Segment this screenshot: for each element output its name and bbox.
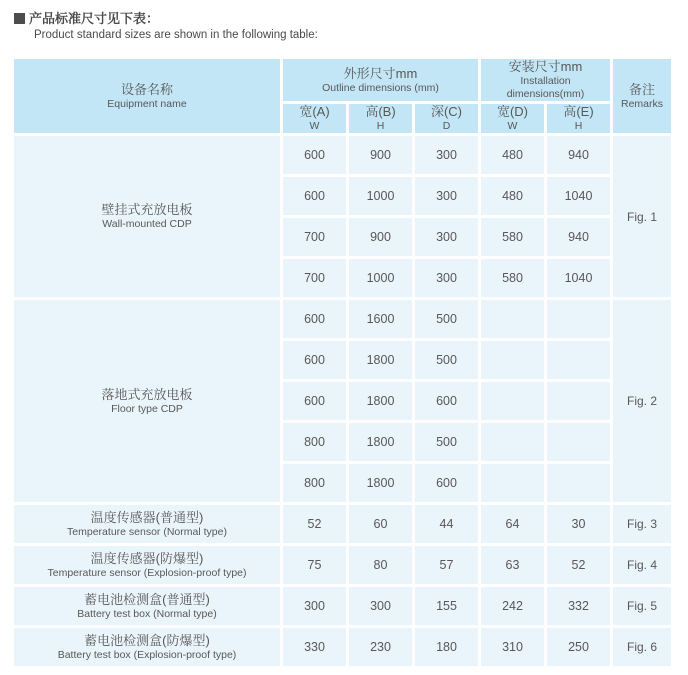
remark-cell: Fig. 6 bbox=[613, 628, 671, 666]
dim-cell bbox=[547, 464, 610, 502]
table-row bbox=[14, 587, 671, 625]
dim-cell bbox=[547, 300, 610, 338]
dim-cell bbox=[481, 382, 544, 420]
page-title bbox=[14, 11, 688, 26]
dim-cell: 75 bbox=[283, 546, 346, 584]
dim-cell: 600 bbox=[283, 341, 346, 379]
dim-cell: 300 bbox=[415, 177, 478, 215]
header-outline-dimensions bbox=[283, 59, 478, 101]
dim-cell: 52 bbox=[547, 546, 610, 584]
dim-cell: 250 bbox=[547, 628, 610, 666]
dim-cell: 800 bbox=[283, 464, 346, 502]
dim-cell: 600 bbox=[283, 136, 346, 174]
dim-cell: 1040 bbox=[547, 259, 610, 297]
dim-cell: 242 bbox=[481, 587, 544, 625]
table-row bbox=[14, 546, 671, 584]
dim-cell: 1000 bbox=[349, 177, 412, 215]
page-title-en: Product standard sizes are shown in the following table: bbox=[34, 29, 318, 41]
dim-cell: 480 bbox=[481, 136, 544, 174]
page-title-zh: 产品标准尺寸见下表： bbox=[29, 11, 160, 26]
dim-cell: 1800 bbox=[349, 423, 412, 461]
dim-cell: 57 bbox=[415, 546, 478, 584]
header-equipment-name bbox=[14, 59, 280, 133]
dim-cell: 700 bbox=[283, 218, 346, 256]
dim-cell: 600 bbox=[415, 464, 478, 502]
dim-cell: 44 bbox=[415, 505, 478, 543]
table-row bbox=[14, 300, 671, 338]
header-remarks-zh: 备注 bbox=[628, 81, 655, 97]
equipment-name-cell: 温度传感器(普通型) Temperature sensor (Normal type) bbox=[14, 505, 280, 543]
header-install-zh: 安装尺寸mm bbox=[508, 59, 583, 74]
dim-cell bbox=[547, 341, 610, 379]
dim-cell bbox=[481, 341, 544, 379]
subheader-height-e: 高(E) H bbox=[547, 104, 610, 133]
dim-cell bbox=[481, 300, 544, 338]
dim-cell: 300 bbox=[415, 136, 478, 174]
dim-cell: 800 bbox=[283, 423, 346, 461]
dim-cell: 300 bbox=[415, 218, 478, 256]
equipment-name-cell: 壁挂式充放电板 Wall-mounted CDP bbox=[14, 136, 280, 297]
remark-cell: Fig. 4 bbox=[613, 546, 671, 584]
dim-cell bbox=[481, 423, 544, 461]
dim-cell: 330 bbox=[283, 628, 346, 666]
table-row bbox=[14, 505, 671, 543]
dim-cell: 700 bbox=[283, 259, 346, 297]
header-installation-dimensions bbox=[481, 59, 610, 101]
dim-cell: 300 bbox=[283, 587, 346, 625]
dim-cell: 600 bbox=[415, 382, 478, 420]
remark-cell: Fig. 1 bbox=[613, 136, 671, 297]
subheader-depth-c: 深(C) D bbox=[415, 104, 478, 133]
header-install-en: Installation dimensions(mm) bbox=[506, 75, 585, 100]
dim-cell: 1800 bbox=[349, 464, 412, 502]
remark-cell: Fig. 2 bbox=[613, 300, 671, 502]
dim-cell: 580 bbox=[481, 218, 544, 256]
equipment-name-cell: 落地式充放电板 Floor type CDP bbox=[14, 300, 280, 502]
dim-cell: 900 bbox=[349, 218, 412, 256]
header-row-1 bbox=[14, 59, 671, 101]
dim-cell: 230 bbox=[349, 628, 412, 666]
dim-cell: 1000 bbox=[349, 259, 412, 297]
dim-cell: 155 bbox=[415, 587, 478, 625]
dim-cell: 310 bbox=[481, 628, 544, 666]
table-row bbox=[14, 136, 671, 174]
square-bullet-icon bbox=[14, 13, 25, 24]
dim-cell bbox=[547, 382, 610, 420]
dim-cell: 332 bbox=[547, 587, 610, 625]
equipment-name-cell: 蓄电池检测盒(普通型) Battery test box (Normal type) bbox=[14, 587, 280, 625]
remark-cell: Fig. 3 bbox=[613, 505, 671, 543]
dim-cell: 580 bbox=[481, 259, 544, 297]
dim-cell: 80 bbox=[349, 546, 412, 584]
dim-cell: 63 bbox=[481, 546, 544, 584]
table-row bbox=[14, 628, 671, 666]
subheader-width-d: 宽(D) W bbox=[481, 104, 544, 133]
dim-cell: 500 bbox=[415, 341, 478, 379]
dim-cell: 64 bbox=[481, 505, 544, 543]
dim-cell bbox=[547, 423, 610, 461]
header-equipment-zh: 设备名称 bbox=[120, 81, 173, 97]
header-remarks-en: Remarks bbox=[620, 97, 663, 110]
dim-cell: 500 bbox=[415, 300, 478, 338]
dim-cell: 1800 bbox=[349, 341, 412, 379]
subheader-width-a: 宽(A) W bbox=[283, 104, 346, 133]
dim-cell: 500 bbox=[415, 423, 478, 461]
dim-cell: 180 bbox=[415, 628, 478, 666]
product-size-table bbox=[11, 56, 674, 669]
dim-cell: 600 bbox=[283, 382, 346, 420]
dim-cell: 52 bbox=[283, 505, 346, 543]
dim-cell: 300 bbox=[349, 587, 412, 625]
equipment-name-cell: 温度传感器(防爆型) Temperature sensor (Explosion-proof type) bbox=[14, 546, 280, 584]
header-outline-zh: 外形尺寸mm bbox=[343, 65, 418, 81]
header-remarks bbox=[613, 59, 671, 133]
dim-cell: 1600 bbox=[349, 300, 412, 338]
dim-cell: 600 bbox=[283, 300, 346, 338]
header-equipment-en: Equipment name bbox=[107, 97, 187, 110]
dim-cell: 600 bbox=[283, 177, 346, 215]
header-outline-en: Outline dimensions (mm) bbox=[322, 81, 439, 94]
subheader-height-b: 高(B) H bbox=[349, 104, 412, 133]
dim-cell: 1800 bbox=[349, 382, 412, 420]
page-title-block bbox=[0, 0, 688, 42]
dim-cell: 1040 bbox=[547, 177, 610, 215]
remark-cell: Fig. 5 bbox=[613, 587, 671, 625]
dim-cell: 480 bbox=[481, 177, 544, 215]
dim-cell: 30 bbox=[547, 505, 610, 543]
dim-cell: 60 bbox=[349, 505, 412, 543]
dim-cell bbox=[481, 464, 544, 502]
equipment-name-cell: 蓄电池检测盒(防爆型) Battery test box (Explosion-proof type) bbox=[14, 628, 280, 666]
dim-cell: 300 bbox=[415, 259, 478, 297]
dim-cell: 940 bbox=[547, 136, 610, 174]
dim-cell: 940 bbox=[547, 218, 610, 256]
dim-cell: 900 bbox=[349, 136, 412, 174]
